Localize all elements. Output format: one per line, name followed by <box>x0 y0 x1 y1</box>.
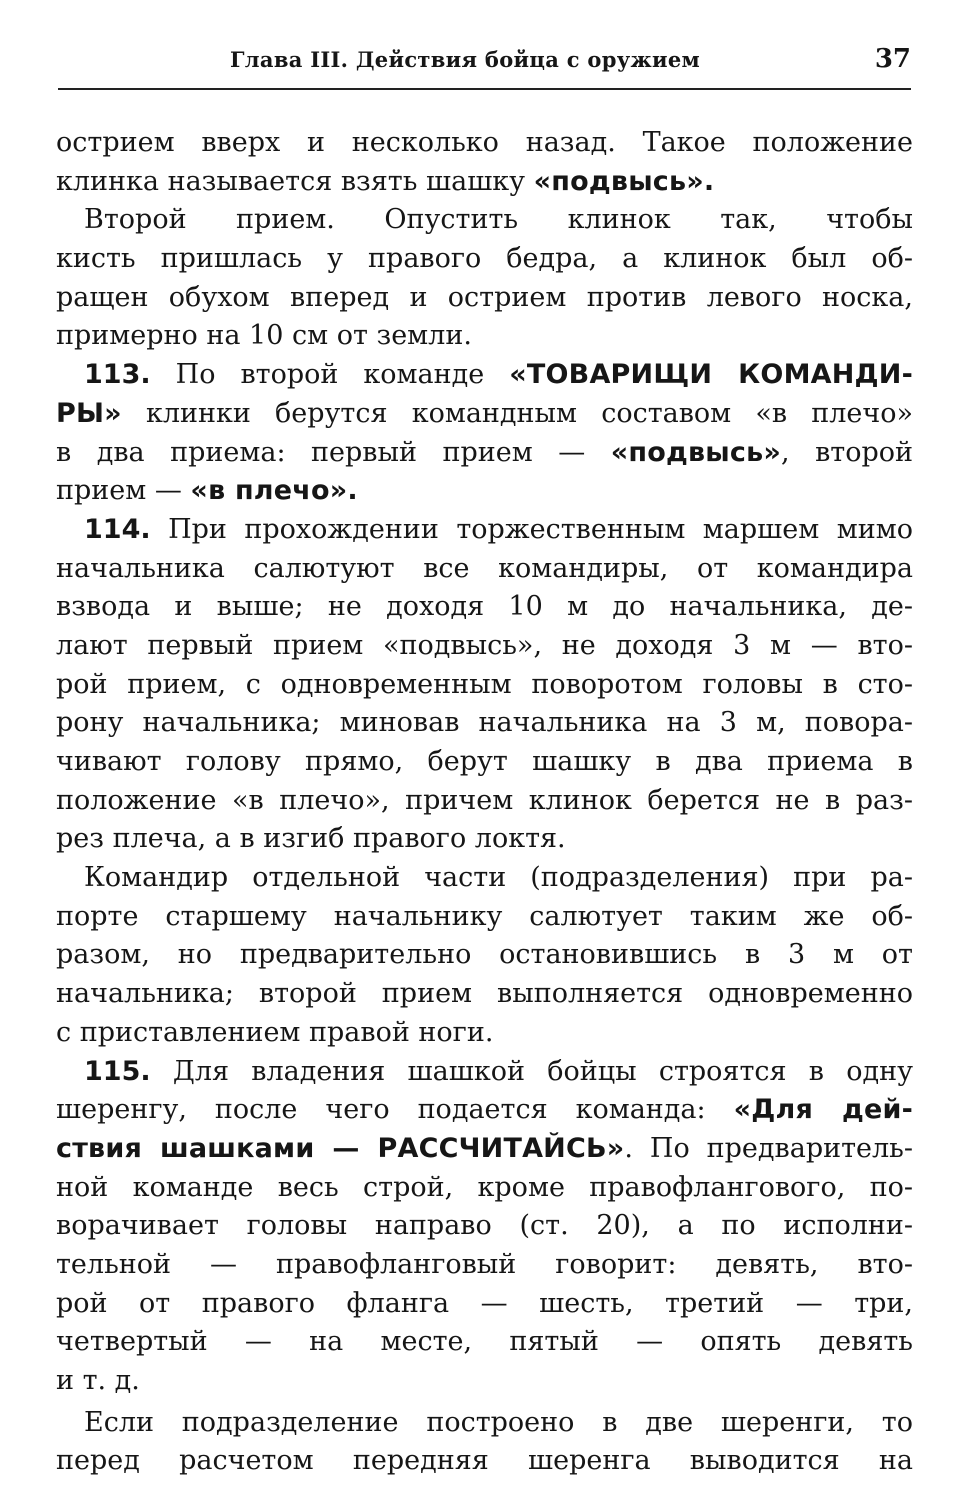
text-run: и т. д. <box>56 1365 140 1396</box>
text-run: тельной — правофланговый говорит: девять, вто- <box>56 1248 913 1280</box>
text-line <box>56 1285 913 1324</box>
text-run: рой от правого фланга — шесть, третий — три, <box>56 1287 913 1319</box>
text-run: клинка называется взять шашку <box>56 165 534 197</box>
text-line <box>56 936 913 975</box>
paragraph-number: 113. <box>84 359 151 391</box>
text-line <box>56 124 913 163</box>
text-line <box>56 317 913 356</box>
text-run: лают первый прием «подвысь», не доходя 3 м — вто- <box>56 629 913 661</box>
bold-command: «в плечо». <box>190 475 358 507</box>
text-line <box>56 1053 913 1092</box>
text-run: чивают голову прямо, берут шашку в два приема в <box>56 746 913 777</box>
bold-command: РЫ» <box>56 397 122 429</box>
text-line <box>56 1362 913 1401</box>
text-run: острием вверх и несколько назад. Такое положение <box>56 127 913 158</box>
text-line <box>56 356 913 395</box>
text-line <box>56 1323 913 1362</box>
text-line <box>56 279 913 318</box>
text-line <box>56 588 913 627</box>
text-line <box>56 1130 913 1169</box>
text-run: с приставлением правой ноги. <box>56 1016 494 1048</box>
text-line <box>56 472 913 511</box>
paragraph-number: 115. <box>84 1055 151 1087</box>
paragraph-number: 114. <box>84 513 151 545</box>
body-text <box>56 124 913 1481</box>
text-run: шеренгу, после чего подается команда: <box>56 1094 734 1126</box>
text-line <box>56 666 913 705</box>
text-run: начальника; второй прием выполняется одновременно <box>56 978 913 1010</box>
bold-command: «ТОВАРИЩИ КОМАНДИ- <box>509 359 913 391</box>
text-run: Если подразделение построено в две шеренги, то <box>84 1406 913 1438</box>
text-run: , второй <box>781 436 914 468</box>
text-line <box>56 820 913 859</box>
text-line <box>56 1246 913 1285</box>
text-line <box>56 859 913 898</box>
text-run: порте старшему начальнику салютует таким же об- <box>56 900 913 932</box>
text-run: ращен обухом вперед и острием против левого носка, <box>56 281 913 313</box>
bold-command: «Для дей- <box>733 1094 913 1126</box>
bold-command: «подвысь». <box>533 165 715 197</box>
running-header <box>58 44 911 84</box>
text-line <box>56 743 913 782</box>
text-line <box>56 1442 913 1481</box>
text-line <box>56 434 913 473</box>
text-run: примерно на 10 см от земли. <box>56 320 472 352</box>
bold-command: «подвысь» <box>610 436 781 468</box>
text-run: Второй прием. Опустить клинок так, чтобы <box>84 204 913 236</box>
text-run: клинки берутся командным составом «в плечо» <box>121 397 913 429</box>
text-line <box>56 395 913 434</box>
text-line <box>56 1169 913 1208</box>
text-line <box>56 975 913 1014</box>
text-line <box>56 627 913 666</box>
text-line <box>56 511 913 550</box>
text-run: прием — <box>56 475 191 507</box>
bold-command: ствия шашками — РАССЧИТАЙСЬ» <box>56 1132 625 1164</box>
text-run: . По предваритель- <box>624 1132 913 1164</box>
text-run: Для владения шашкой бойцы строятся в одну <box>150 1055 913 1087</box>
text-line <box>56 704 913 743</box>
text-line <box>56 782 913 821</box>
text-run: перед расчетом передняя шеренга выводится на <box>56 1445 913 1477</box>
text-run: При прохождении торжественным маршем мимо <box>150 513 913 545</box>
text-run: рез плеча, а в изгиб правого локтя. <box>56 823 566 855</box>
text-run: Командир отдельной части (подразделения) при ра- <box>84 862 913 894</box>
text-run: разом, но предварительно остановившись в 3 м от <box>56 939 913 971</box>
text-run: в два приема: первый прием — <box>56 436 611 468</box>
text-line <box>56 201 913 240</box>
text-line <box>56 240 913 279</box>
text-line <box>56 1014 913 1053</box>
text-run: взвода и выше; не доходя 10 м до начальника, де- <box>56 591 913 623</box>
text-run: рой прием, с одновременным поворотом головы в сто- <box>56 668 913 700</box>
text-run: положение «в плечо», причем клинок берется не в раз- <box>56 784 913 816</box>
text-line <box>56 1091 913 1130</box>
text-line <box>56 1404 913 1443</box>
text-run: ворачивает головы направо (ст. 20), а по исполни- <box>56 1210 913 1242</box>
page-number: 37 <box>874 44 911 74</box>
text-run: рону начальника; миновав начальника на 3 м, повора- <box>56 707 913 739</box>
chapter-title: Глава III. Действия бойца с оружием <box>230 47 701 72</box>
text-run: По второй команде <box>150 359 510 391</box>
text-line <box>56 898 913 937</box>
text-line <box>56 1207 913 1246</box>
text-line <box>56 163 913 202</box>
text-run: кисть пришлась у правого бедра, а клинок был об- <box>56 243 913 275</box>
text-run: начальника салютуют все командиры, от командира <box>56 552 913 584</box>
text-line <box>56 550 913 589</box>
header-rule <box>58 88 911 90</box>
text-run: четвертый — на месте, пятый — опять девять <box>56 1326 913 1358</box>
text-run: ной команде весь строй, кроме правофлангового, по- <box>56 1171 913 1203</box>
